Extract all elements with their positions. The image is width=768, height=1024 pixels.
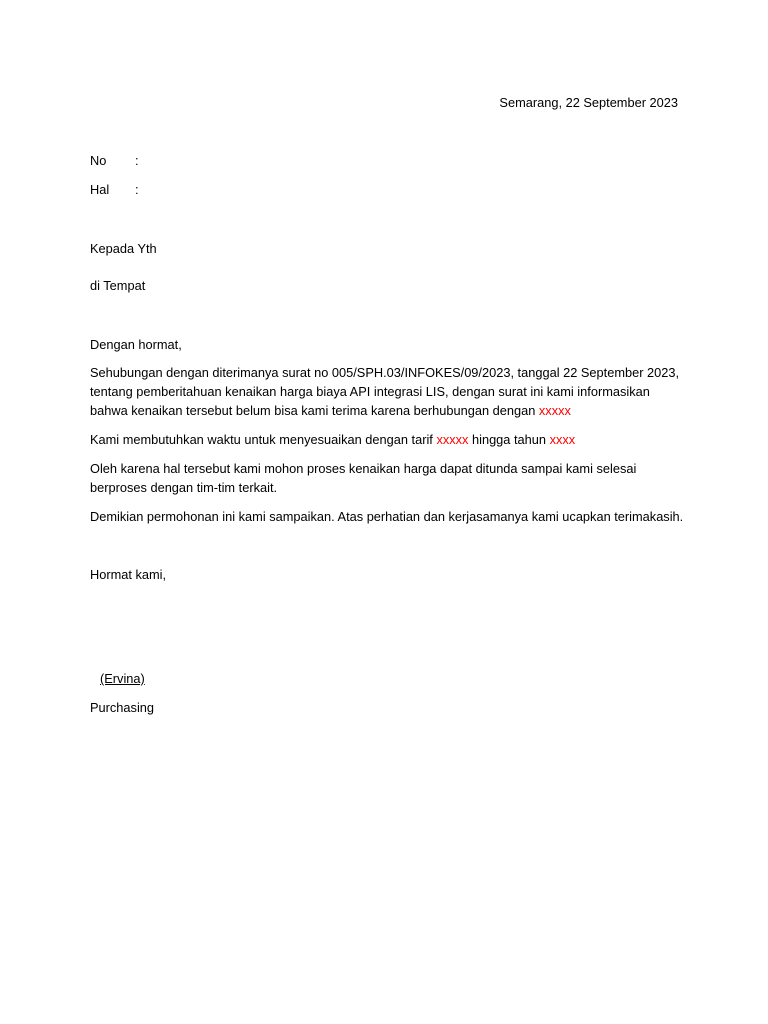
paragraph-4: Demikian permohonan ini kami sampaikan. Atas perhatian dan kerjasamanya kami ucapkan terimakasih. xyxy=(90,509,684,524)
placeholder-reason: xxxxx xyxy=(538,403,571,418)
placeholder-tariff: xxxxx xyxy=(436,432,469,447)
recipient-line-2: di Tempat xyxy=(90,278,146,293)
signer-name: (Ervina) xyxy=(100,671,145,686)
paragraph-2-text-2: hingga tahun xyxy=(468,432,550,447)
paragraph-3-line-2: berproses dengan tim-tim terkait. xyxy=(90,480,278,495)
paragraph-1-line-2: tentang pemberitahuan kenaikan harga biaya API integrasi LIS, dengan surat ini kami informasikan xyxy=(90,384,650,399)
paragraph-2-text-1: Kami membutuhkan waktu untuk menyesuaikan dengan tarif xyxy=(90,432,437,447)
signer-title: Purchasing xyxy=(90,700,155,715)
subject-separator: : xyxy=(135,182,139,197)
placeholder-year: xxxx xyxy=(549,432,576,447)
paragraph-1-line-3-text: bahwa kenaikan tersebut belum bisa kami terima karena berhubungan dengan xyxy=(90,403,539,418)
recipient-line-1: Kepada Yth xyxy=(90,241,157,256)
letter-subject-row xyxy=(90,180,139,199)
number-separator: : xyxy=(135,153,139,168)
paragraph-1-line-3 xyxy=(90,401,571,420)
paragraph-2 xyxy=(90,430,575,449)
paragraph-3-line-1: Oleh karena hal tersebut kami mohon proses kenaikan harga dapat ditunda sampai kami selesai xyxy=(90,461,637,476)
number-label: No xyxy=(90,153,107,168)
salutation: Dengan hormat, xyxy=(90,337,182,352)
closing: Hormat kami, xyxy=(90,567,167,582)
letter-date: Semarang, 22 September 2023 xyxy=(499,95,678,110)
subject-label: Hal xyxy=(90,182,110,197)
paragraph-1-line-1: Sehubungan dengan diterimanya surat no 005/SPH.03/INFOKES/09/2023, tanggal 22 September 2023, xyxy=(90,365,680,380)
letter-number-row xyxy=(90,151,139,170)
